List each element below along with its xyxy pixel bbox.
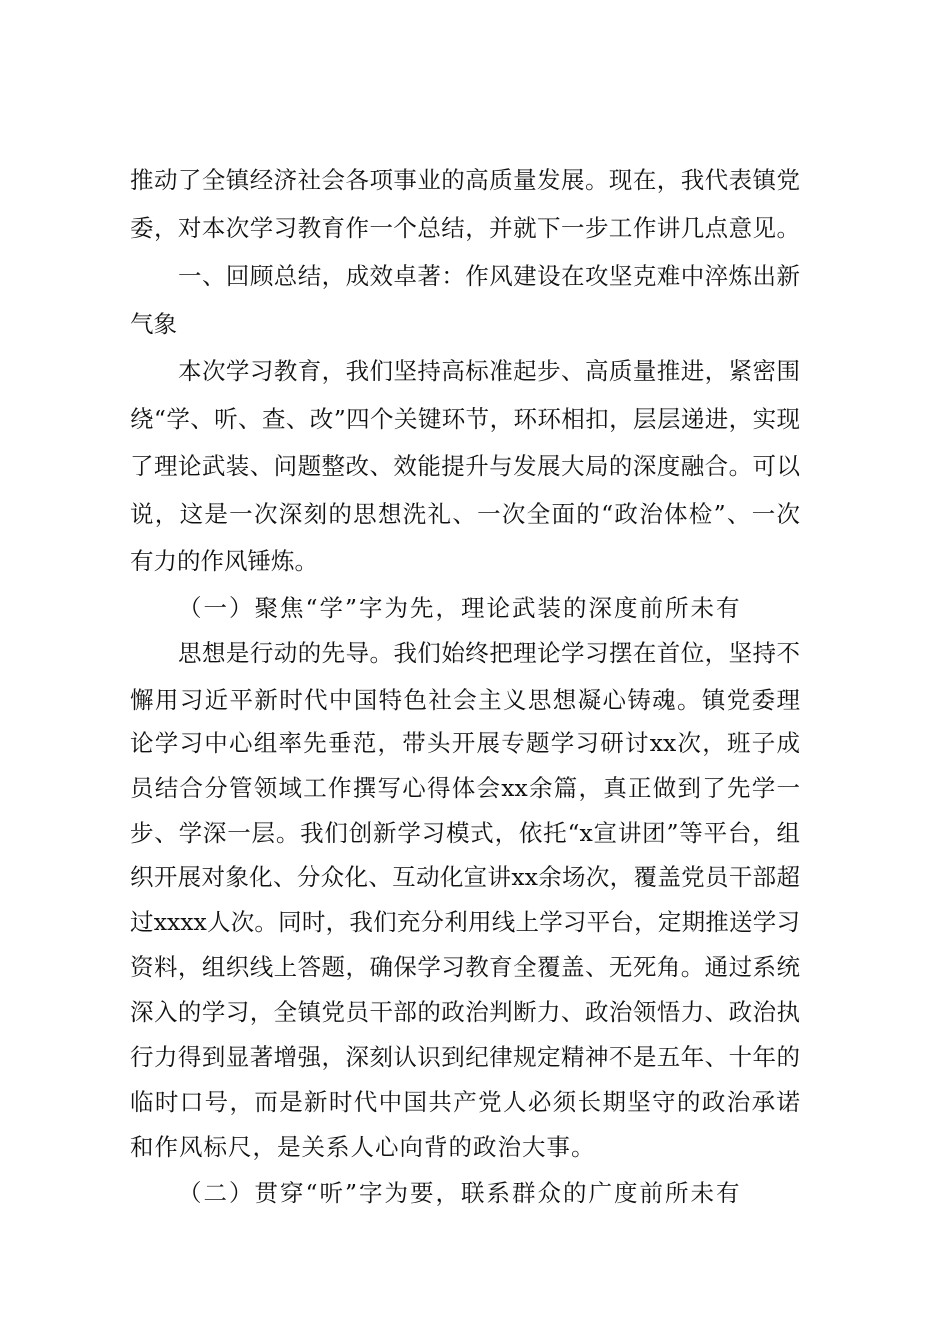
body-line: 行力得到显著增强，深刻认识到纪律规定精神不是五年、十年的 xyxy=(130,1043,800,1071)
body-line: 思想是行动的先导。我们始终把理论学习摆在首位，坚持不 xyxy=(178,639,800,667)
body-line: 有力的作风锤炼。 xyxy=(130,547,318,575)
body-line: 员结合分管领域工作撰写心得体会xx余篇，真正做到了先学一 xyxy=(130,774,800,802)
body-line: 步、学深一层。我们创新学习模式，依托“x宣讲团”等平台，组 xyxy=(130,819,800,847)
section-heading: 一、回顾总结，成效卓著：作风建设在攻坚克难中淬炼出新 xyxy=(178,262,800,290)
body-line: 本次学习教育，我们坚持高标准起步、高质量推进，紧密围 xyxy=(178,357,800,385)
body-line: 深入的学习，全镇党员干部的政治判断力、政治领悟力、政治执 xyxy=(130,998,800,1026)
body-line: 资料，组织线上答题，确保学习教育全覆盖、无死角。通过系统 xyxy=(130,953,800,981)
body-line: 委，对本次学习教育作一个总结，并就下一步工作讲几点意见。 xyxy=(130,214,800,242)
body-line: 过xxxx人次。同时，我们充分利用线上学习平台，定期推送学习 xyxy=(130,908,800,936)
subsection-heading-1: （一）聚焦“学”字为先，理论武装的深度前所未有 xyxy=(178,594,742,622)
body-line: 论学习中心组率先垂范，带头开展专题学习研讨xx次，班子成 xyxy=(130,729,800,757)
body-line: 推动了全镇经济社会各项事业的高质量发展。现在，我代表镇党 xyxy=(130,166,800,194)
body-line: 和作风标尺，是关系人心向背的政治大事。 xyxy=(130,1133,596,1161)
body-line: 织开展对象化、分众化、互动化宣讲xx余场次，覆盖党员干部超 xyxy=(130,863,800,891)
body-line: 绕“学、听、查、改”四个关键环节，环环相扣，层层递进，实现 xyxy=(130,405,800,433)
body-line: 懈用习近平新时代中国特色社会主义思想凝心铸魂。镇党委理 xyxy=(130,686,800,714)
body-line: 了理论武装、问题整改、效能提升与发展大局的深度融合。可以 xyxy=(130,452,800,480)
body-line: 临时口号，而是新时代中国共产党人必须长期坚守的政治承诺 xyxy=(130,1088,800,1116)
subsection-heading-2: （二）贯穿“听”字为要，联系群众的广度前所未有 xyxy=(178,1179,742,1207)
body-line: 说，这是一次深刻的思想洗礼、一次全面的“政治体检”、一次 xyxy=(130,500,800,528)
section-heading-cont: 气象 xyxy=(130,310,177,338)
